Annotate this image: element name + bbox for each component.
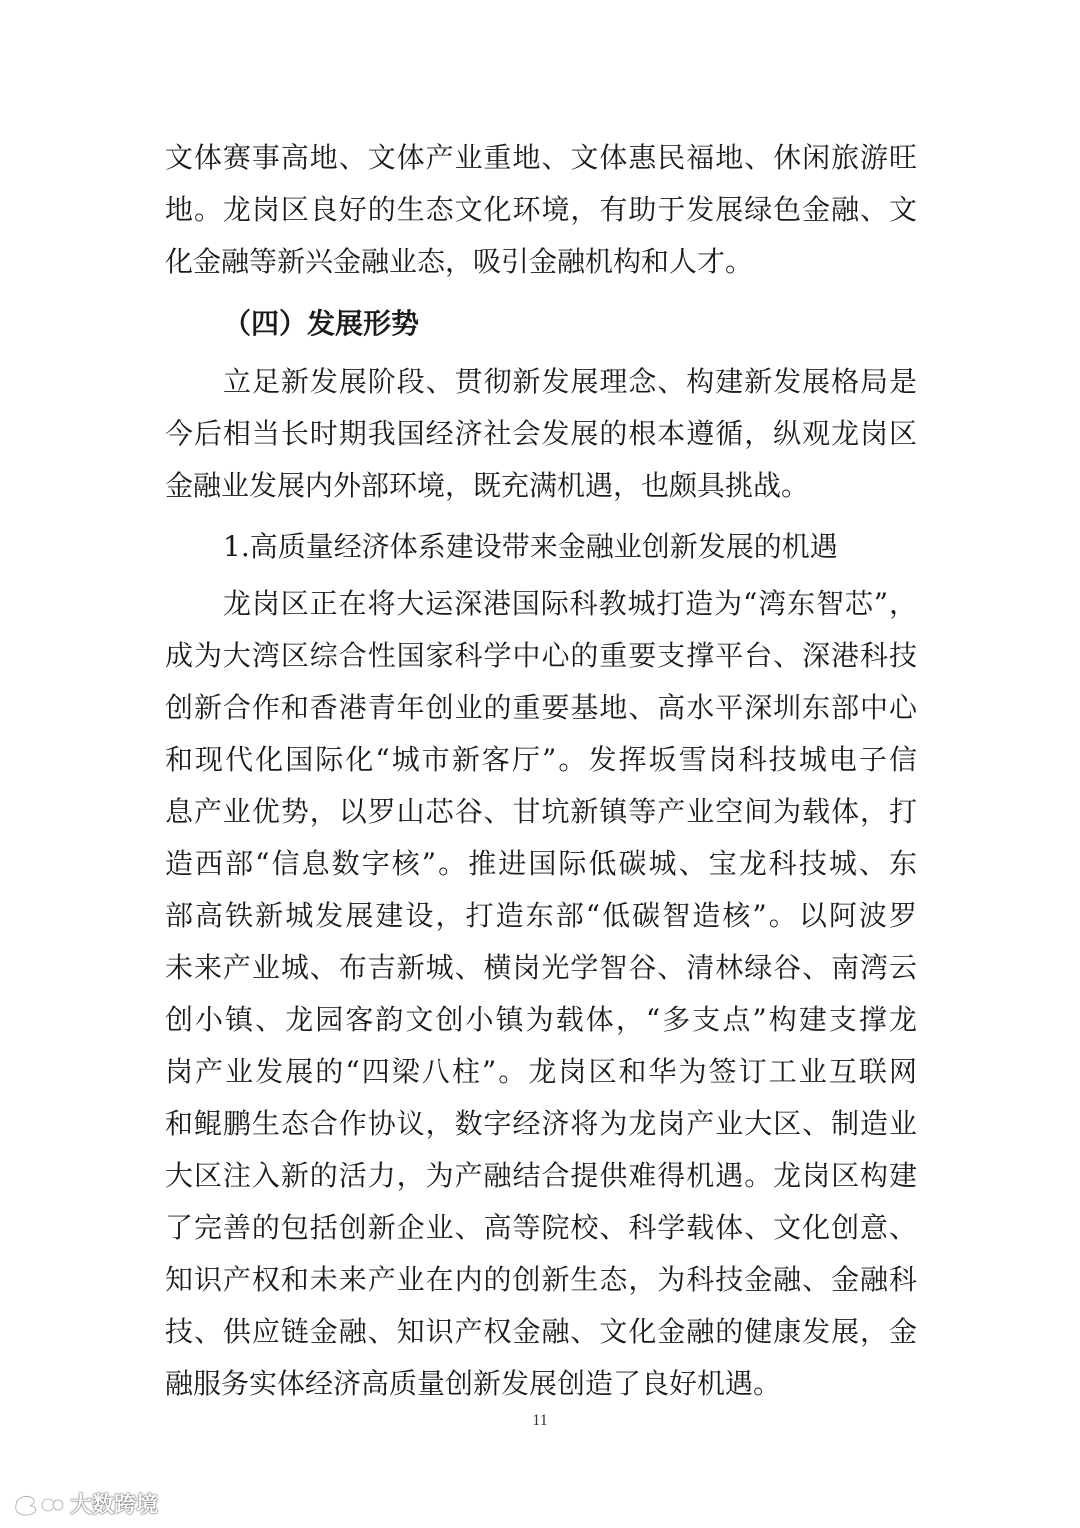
sub-heading: 1.高质量经济体系建设带来金融业创新发展的机遇 <box>223 530 838 563</box>
section-heading-block <box>165 298 917 350</box>
paragraph-1 <box>165 132 917 288</box>
paragraph-line: 未来产业城、布吉新城、横岗光学智谷、清林绿谷、南湾云 <box>165 951 917 984</box>
paragraph-line: 知识产权和未来产业在内的创新生态，为科技金融、金融科 <box>165 1263 917 1296</box>
paragraph-line: 造西部“信息数字核”。推进国际低碳城、宝龙科技城、东 <box>165 847 917 880</box>
paragraph-line: 立足新发展阶段、贯彻新发展理念、构建新发展格局是 <box>223 365 917 398</box>
paragraph-line: 龙岗区正在将大运深港国际科教城打造为“湾东智芯”， <box>223 587 917 620</box>
paragraph-line: 今后相当长时期我国经济社会发展的根本遵循，纵观龙岗区 <box>165 417 917 450</box>
paragraph-line: 息产业优势，以罗山芯谷、甘坑新镇等产业空间为载体，打 <box>165 795 917 828</box>
weibo-logo-icon <box>10 1489 66 1517</box>
paragraph-line: 和现代化国际化“城市新客厅”。发挥坂雪岗科技城电子信 <box>165 743 917 776</box>
paragraph-3 <box>165 578 917 1410</box>
paragraph-line: 创小镇、龙园客韵文创小镇为载体，“多支点”构建支撑龙 <box>165 1003 917 1036</box>
paragraph-2 <box>165 356 917 512</box>
paragraph-line: 创新合作和香港青年创业的重要基地、高水平深圳东部中心 <box>165 691 917 724</box>
paragraph-line: 岗产业发展的“四梁八柱”。龙岗区和华为签订工业互联网 <box>165 1055 917 1088</box>
paragraph-line: 了完善的包括创新企业、高等院校、科学载体、文化创意、 <box>165 1211 917 1244</box>
section-heading: （四）发展形势 <box>223 307 420 340</box>
paragraph-line: 文体赛事高地、文体产业重地、文体惠民福地、休闲旅游旺 <box>165 141 917 174</box>
paragraph-line: 融服务实体经济高质量创新发展创造了良好机遇。 <box>165 1367 782 1400</box>
watermark-text: 大数跨境 <box>70 1492 159 1518</box>
paragraph-line: 化金融等新兴金融业态，吸引金融机构和人才。 <box>165 245 754 278</box>
paragraph-line: 大区注入新的活力，为产融结合提供难得机遇。龙岗区构建 <box>165 1159 917 1192</box>
sub-heading-block <box>165 521 917 573</box>
paragraph-line: 地。龙岗区良好的生态文化环境，有助于发展绿色金融、文 <box>165 193 917 226</box>
paragraph-line: 部高铁新城发展建设，打造东部“低碳智造核”。以阿波罗 <box>165 899 917 932</box>
paragraph-line: 金融业发展内外部环境，既充满机遇，也颇具挑战。 <box>165 469 810 502</box>
watermark <box>10 1488 158 1518</box>
page-number: 11 <box>532 1412 548 1429</box>
paragraph-line: 成为大湾区综合性国家科学中心的重要支撑平台、深港科技 <box>165 639 917 672</box>
paragraph-line: 技、供应链金融、知识产权金融、文化金融的健康发展，金 <box>165 1315 917 1348</box>
paragraph-line: 和鲲鹏生态合作协议，数字经济将为龙岗产业大区、制造业 <box>165 1107 917 1140</box>
